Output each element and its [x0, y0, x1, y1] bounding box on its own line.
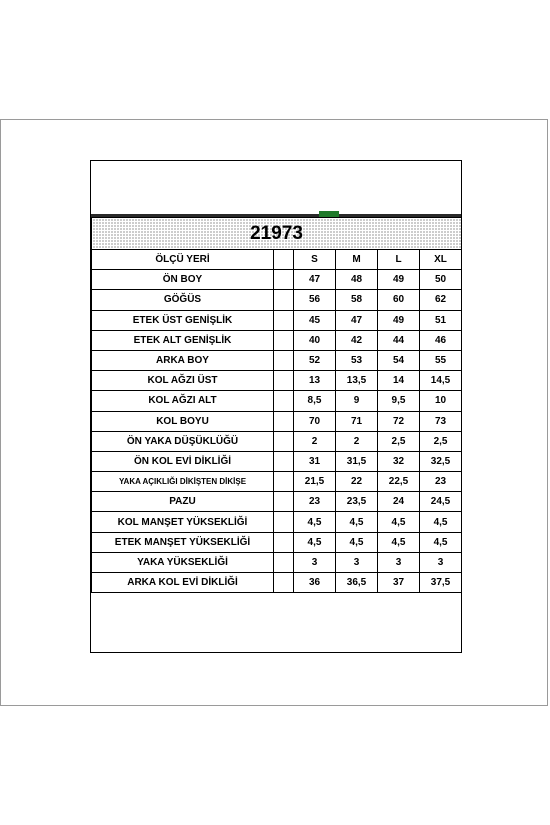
table-row [92, 330, 462, 350]
size-value-cell: 42 [336, 330, 378, 350]
row-blank-cell [274, 350, 294, 370]
row-blank-cell [274, 391, 294, 411]
size-value-cell: 9,5 [378, 391, 420, 411]
product-code: 21973 [250, 222, 303, 244]
table-row [92, 290, 462, 310]
row-blank-cell [274, 310, 294, 330]
size-value-cell: 48 [336, 270, 378, 290]
size-value-cell: 36,5 [336, 573, 378, 593]
row-blank-cell [274, 532, 294, 552]
size-value-cell: 55 [420, 350, 462, 370]
size-value-cell: 14,5 [420, 371, 462, 391]
size-value-cell: 47 [294, 270, 336, 290]
size-value-cell: 4,5 [294, 532, 336, 552]
row-blank-cell [274, 431, 294, 451]
table-row [92, 492, 462, 512]
size-value-cell: 2 [294, 431, 336, 451]
size-value-cell: 23 [294, 492, 336, 512]
size-value-cell: 13,5 [336, 371, 378, 391]
size-value-cell: 50 [420, 270, 462, 290]
size-value-cell: 72 [378, 411, 420, 431]
size-value-cell: 9 [336, 391, 378, 411]
row-label: ETEK ALT GENİŞLİK [92, 330, 274, 350]
row-label: GÖĞÜS [92, 290, 274, 310]
size-value-cell: 3 [336, 552, 378, 572]
row-blank-cell [274, 330, 294, 350]
table-row [92, 451, 462, 471]
header-size-l: L [378, 250, 420, 270]
size-value-cell: 8,5 [294, 391, 336, 411]
size-value-cell: 22 [336, 472, 378, 492]
header-row [92, 250, 462, 270]
row-label: ARKA KOL EVİ DİKLİĞİ [92, 573, 274, 593]
size-value-cell: 2 [336, 431, 378, 451]
row-blank-cell [274, 451, 294, 471]
header-label: ÖLÇÜ YERİ [92, 250, 274, 270]
row-label: PAZU [92, 492, 274, 512]
size-value-cell: 4,5 [378, 512, 420, 532]
table-row [92, 411, 462, 431]
row-blank-cell [274, 552, 294, 572]
size-value-cell: 13 [294, 371, 336, 391]
size-value-cell: 31,5 [336, 451, 378, 471]
size-value-cell: 4,5 [294, 512, 336, 532]
size-value-cell: 71 [336, 411, 378, 431]
size-value-cell: 32,5 [420, 451, 462, 471]
size-value-cell: 56 [294, 290, 336, 310]
size-value-cell: 36 [294, 573, 336, 593]
row-label: KOL AĞZI ALT [92, 391, 274, 411]
row-label: ÖN YAKA DÜŞÜKLÜĞÜ [92, 431, 274, 451]
size-value-cell: 4,5 [336, 532, 378, 552]
row-blank-cell [274, 371, 294, 391]
size-value-cell: 70 [294, 411, 336, 431]
header-size-s: S [294, 250, 336, 270]
size-value-cell: 54 [378, 350, 420, 370]
table-row [92, 573, 462, 593]
size-value-cell: 2,5 [420, 431, 462, 451]
header-size-m: M [336, 250, 378, 270]
size-value-cell: 24,5 [420, 492, 462, 512]
size-value-cell: 37,5 [420, 573, 462, 593]
size-value-cell: 10 [420, 391, 462, 411]
table-row [92, 350, 462, 370]
size-value-cell: 40 [294, 330, 336, 350]
header-size-xl: XL [420, 250, 462, 270]
row-label: ÖN KOL EVİ DİKLİĞİ [92, 451, 274, 471]
size-value-cell: 3 [378, 552, 420, 572]
size-value-cell: 52 [294, 350, 336, 370]
size-value-cell: 31 [294, 451, 336, 471]
table-row [92, 391, 462, 411]
product-code-cell [92, 218, 462, 250]
size-value-cell: 58 [336, 290, 378, 310]
header-blank [274, 250, 294, 270]
table-row [92, 472, 462, 492]
size-table [91, 217, 462, 593]
table-row [92, 512, 462, 532]
size-value-cell: 22,5 [378, 472, 420, 492]
size-value-cell: 23 [420, 472, 462, 492]
size-value-cell: 60 [378, 290, 420, 310]
size-value-cell: 46 [420, 330, 462, 350]
size-value-cell: 37 [378, 573, 420, 593]
table-row [92, 371, 462, 391]
size-value-cell: 23,5 [336, 492, 378, 512]
size-value-cell: 49 [378, 270, 420, 290]
row-label: ETEK ÜST GENİŞLİK [92, 310, 274, 330]
table-row [92, 552, 462, 572]
size-value-cell: 24 [378, 492, 420, 512]
size-value-cell: 3 [294, 552, 336, 572]
row-label: KOL BOYU [92, 411, 274, 431]
size-value-cell: 4,5 [336, 512, 378, 532]
row-label: ARKA BOY [92, 350, 274, 370]
table-row [92, 310, 462, 330]
table-row [92, 431, 462, 451]
row-label: KOL AĞZI ÜST [92, 371, 274, 391]
size-chart-sheet [90, 160, 462, 653]
row-blank-cell [274, 270, 294, 290]
size-value-cell: 45 [294, 310, 336, 330]
size-value-cell: 32 [378, 451, 420, 471]
row-label: YAKA AÇIKLIĞI DİKİŞTEN DİKİŞE [92, 472, 274, 492]
size-value-cell: 14 [378, 371, 420, 391]
size-value-cell: 49 [378, 310, 420, 330]
size-value-cell: 62 [420, 290, 462, 310]
row-blank-cell [274, 573, 294, 593]
table-row [92, 532, 462, 552]
table-row [92, 270, 462, 290]
size-value-cell: 44 [378, 330, 420, 350]
row-label: ÖN BOY [92, 270, 274, 290]
row-blank-cell [274, 472, 294, 492]
row-blank-cell [274, 290, 294, 310]
row-blank-cell [274, 492, 294, 512]
size-value-cell: 21,5 [294, 472, 336, 492]
size-value-cell: 51 [420, 310, 462, 330]
row-label: YAKA YÜKSEKLİĞİ [92, 552, 274, 572]
size-value-cell: 73 [420, 411, 462, 431]
row-label: KOL MANŞET YÜKSEKLİĞİ [92, 512, 274, 532]
size-value-cell: 4,5 [378, 532, 420, 552]
row-label: ETEK MANŞET YÜKSEKLİĞİ [92, 532, 274, 552]
size-value-cell: 4,5 [420, 512, 462, 532]
size-value-cell: 2,5 [378, 431, 420, 451]
size-value-cell: 47 [336, 310, 378, 330]
size-value-cell: 4,5 [420, 532, 462, 552]
title-row [92, 218, 462, 250]
row-blank-cell [274, 512, 294, 532]
row-blank-cell [274, 411, 294, 431]
size-value-cell: 53 [336, 350, 378, 370]
size-value-cell: 3 [420, 552, 462, 572]
